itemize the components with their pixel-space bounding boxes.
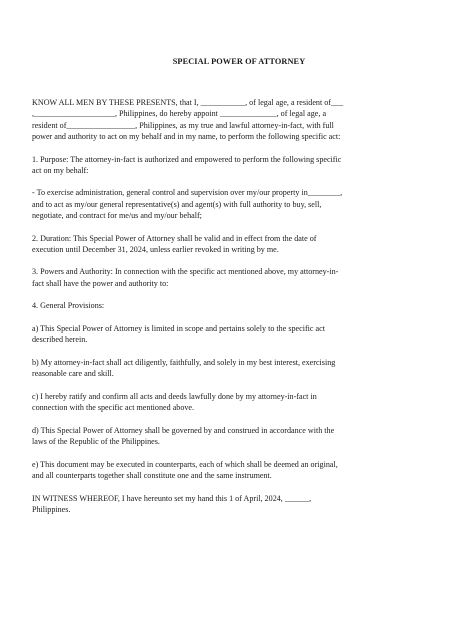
paragraph-line: negotiate, and contract for me/us and my/our behalf; <box>32 210 202 220</box>
paragraph-line: 1. Purpose: The attorney-in-fact is authorized and empowered to perform the following specific <box>32 154 342 164</box>
paragraph-line: connection with the specific act mentioned above. <box>32 403 195 413</box>
provision-d <box>32 425 446 447</box>
paragraph-line: laws of the Republic of the Philippines. <box>32 436 160 446</box>
provision-a <box>32 323 446 345</box>
paragraph-line: ,____________________, Philippines, do hereby appoint ______________, of legal age, a <box>32 109 327 119</box>
provision-c <box>32 391 446 413</box>
paragraph-line: power and authority to act on my behalf and in my name, to perform the following specific act: <box>32 131 341 141</box>
paragraph-line: b) My attorney-in-fact shall act diligently, faithfully, and solely in my best interest, exercising <box>32 357 336 367</box>
paragraph-line: e) This document may be executed in counterparts, each of which shall be deemed an original, <box>32 459 338 469</box>
document-title: SPECIAL POWER OF ATTORNEY <box>172 57 306 66</box>
paragraph-line: KNOW ALL MEN BY THESE PRESENTS, that I, ___________, of legal age, a resident of___ <box>32 98 344 108</box>
paragraph-line: a) This Special Power of Attorney is limited in scope and pertains solely to the specific act <box>32 324 325 334</box>
paragraph-line: resident of_________________, Philippines, as my true and lawful attorney-in-fact, with full <box>32 120 334 130</box>
paragraph-line: fact shall have the power and authority to: <box>32 278 169 288</box>
provision-b <box>32 357 446 379</box>
paragraph-line: described herein. <box>32 335 88 345</box>
duration-paragraph <box>32 233 446 255</box>
intro-paragraph <box>32 97 446 142</box>
paragraph-line: execution until December 31, 2024, unless earlier revoked in writing by me. <box>32 244 279 254</box>
paragraph-line: and all counterparts together shall constitute one and the same instrument. <box>32 470 272 480</box>
paragraph-line: reasonable care and skill. <box>32 369 114 379</box>
administration-clause <box>32 187 446 221</box>
witness-paragraph <box>32 493 446 515</box>
paragraph-line: d) This Special Power of Attorney shall be governed by and construed in accordance with the <box>32 425 335 435</box>
paragraph-line: Philippines. <box>32 504 71 514</box>
paragraph-line: c) I hereby ratify and confirm all acts and deeds lawfully done by my attorney-in-fact in <box>32 391 317 401</box>
purpose-paragraph <box>32 154 446 176</box>
document-body <box>32 56 446 526</box>
provision-e <box>32 459 446 481</box>
paragraph-line: IN WITNESS WHEREOF, I have hereunto set my hand this 1 of April, 2024, ______, <box>32 493 312 503</box>
paragraph-line: act on my behalf: <box>32 165 89 175</box>
paragraph-line: and to act as my/our general representative(s) and agent(s) with full authority to buy, sell, <box>32 199 322 209</box>
powers-paragraph <box>32 266 446 288</box>
paragraph-line: 3. Powers and Authority: In connection with the specific act mentioned above, my attorney-in- <box>32 267 339 277</box>
paragraph-line: 4. General Provisions: <box>32 301 105 311</box>
document-paragraphs <box>32 97 446 515</box>
paragraph-line: - To exercise administration, general control and supervision over my/our property in________, <box>32 188 343 198</box>
paragraph-line: 2. Duration: This Special Power of Attorney shall be valid and in effect from the date of <box>32 233 317 243</box>
general-provisions-heading <box>32 300 446 311</box>
